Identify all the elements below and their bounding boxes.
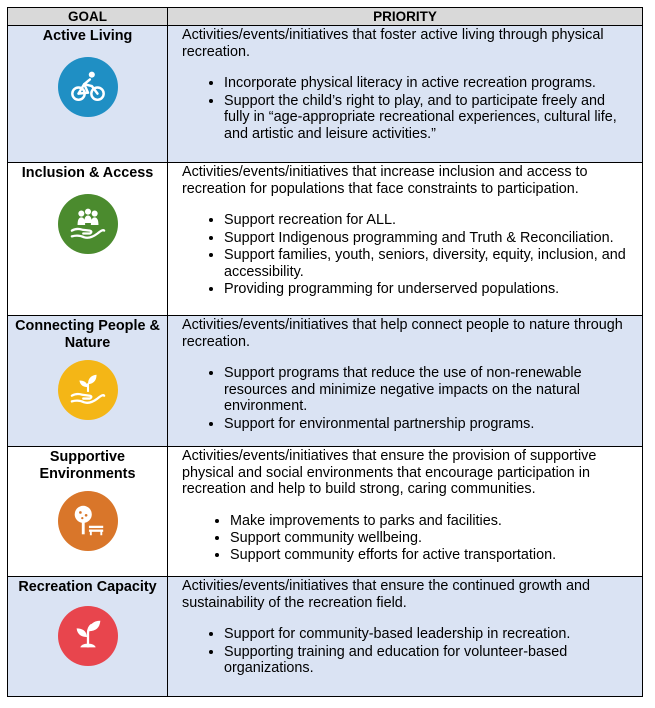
tree-and-bench-icon	[58, 491, 118, 551]
priority-column-header: PRIORITY	[168, 8, 643, 26]
priority-description: Activities/events/initiatives that ensure the continued growth and sustainability of the recreation field.	[182, 578, 590, 611]
list-item: • Support community efforts for active transportation.	[230, 547, 634, 564]
list-item: • Support recreation for ALL.	[224, 212, 634, 229]
table-row	[8, 316, 643, 447]
list-item: • Providing programming for underserved populations.	[224, 281, 634, 298]
priority-bullets	[182, 212, 634, 298]
table-row	[8, 26, 643, 163]
list-item: • Incorporate physical literacy in active recreation programs.	[224, 75, 634, 92]
priority-bullets	[182, 75, 634, 142]
goal-column-header: GOAL	[8, 8, 168, 26]
sprout-icon	[58, 606, 118, 666]
goal-title: Inclusion & Access	[21, 165, 154, 181]
priority-cell	[168, 577, 643, 697]
goal-cell	[8, 26, 168, 163]
list-item: • Make improvements to parks and facilities.	[230, 513, 634, 530]
goal-cell	[8, 577, 168, 697]
priority-cell	[168, 163, 643, 316]
goal-cell	[8, 447, 168, 577]
priority-cell	[168, 316, 643, 447]
list-item: • Support for environmental partnership programs.	[224, 416, 634, 433]
goal-cell	[8, 316, 168, 447]
list-item: • Support for community-based leadership in recreation.	[224, 626, 634, 643]
priority-description: Activities/events/initiatives that ensure the provision of supportive physical and social environments that encourage participation in recreation and help to build strong, caring communities.	[182, 448, 597, 497]
cyclist-icon	[58, 57, 118, 117]
priority-cell	[168, 26, 643, 163]
plant-in-hand-icon	[58, 360, 118, 420]
goal-title: Active Living	[42, 28, 133, 44]
priority-description: Activities/events/initiatives that increase inclusion and access to recreation for populations that face constraints to participation.	[182, 164, 588, 197]
list-item: • Support programs that reduce the use of non-renewable resources and minimize negative impacts on the natural environment.	[224, 365, 634, 415]
list-item: • Support Indigenous programming and Truth & Reconciliation.	[224, 230, 634, 247]
priority-bullets	[182, 365, 634, 432]
list-item: • Supporting training and education for volunteer-based organizations.	[224, 644, 634, 677]
priority-description: Activities/events/initiatives that help connect people to nature through recreation.	[182, 317, 623, 350]
priority-description: Activities/events/initiatives that foster active living through physical recreation.	[182, 27, 604, 60]
people-in-hand-icon	[58, 194, 118, 254]
list-item: • Support the child’s right to play, and to participate freely and fully in “age-appropriate recreational experiences, cultural life, and artistic and leisure activities.”	[224, 93, 634, 143]
goal-cell	[8, 163, 168, 316]
list-item: • Support families, youth, seniors, diversity, equity, inclusion, and accessibility.	[224, 247, 634, 280]
list-item: • Support community wellbeing.	[230, 530, 634, 547]
goal-title: Connecting People & Nature	[15, 318, 160, 351]
priority-bullets	[182, 626, 634, 677]
priority-cell	[168, 447, 643, 577]
goal-title: Supportive Environments	[39, 449, 136, 482]
header-row	[8, 8, 643, 26]
priority-bullets	[182, 513, 634, 564]
table-row	[8, 163, 643, 316]
goal-title: Recreation Capacity	[18, 579, 157, 595]
table-row	[8, 447, 643, 577]
table-row	[8, 577, 643, 697]
goals-priority-table	[7, 7, 643, 697]
